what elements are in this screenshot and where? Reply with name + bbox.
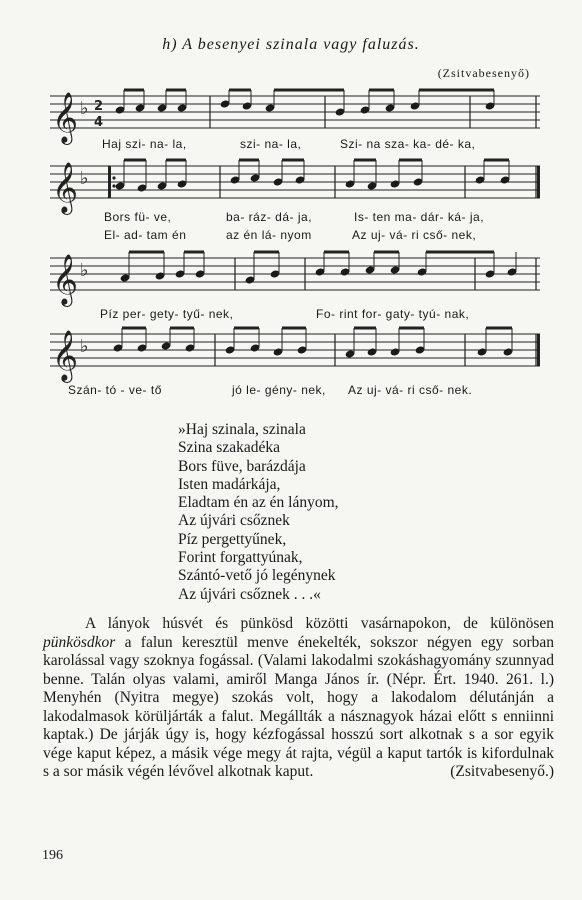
repeat-bar — [108, 166, 111, 198]
final-bar — [537, 166, 540, 198]
poem-line: Eladtam én az én lányom, — [178, 494, 339, 512]
poem-line: Isten madárkája, — [178, 475, 281, 493]
page-number: 196 — [42, 848, 63, 863]
poem-line: Az újvári csőznek . . .« — [178, 585, 321, 603]
time-signature-top: 2 — [94, 99, 104, 114]
song-title: h) A besenyei szinala vagy faluzás. — [162, 36, 420, 53]
poem-text — [178, 421, 339, 604]
poem-line: »Haj szinala, szinala — [178, 421, 306, 438]
poem-line: Píz pergettyűnek, — [178, 530, 287, 548]
poem-line: Szina szakadéka — [178, 439, 280, 457]
flat-sign-icon: ♭ — [80, 98, 89, 119]
poem-line: Az újvári csőznek — [178, 512, 290, 530]
music-staff-4 — [50, 326, 540, 388]
flat-sign-icon: ♭ — [80, 168, 89, 189]
poem-line: Bors füve, barázdája — [178, 457, 306, 475]
repeat-dot — [112, 184, 115, 187]
treble-clef-icon: 𝄞 — [52, 162, 79, 213]
music-staff-3 — [50, 250, 540, 312]
treble-clef-icon: 𝄞 — [52, 330, 79, 381]
emphasis-word: pünkösdkor — [43, 633, 116, 651]
repeat-dot — [112, 176, 115, 179]
poem-line: Forint forgattyúnak, — [178, 549, 303, 567]
poem-line: Szántó-vető jó legénynek — [178, 567, 336, 585]
treble-clef-icon: 𝄞 — [52, 254, 79, 305]
flat-sign-icon: ♭ — [80, 260, 89, 281]
treble-clef-icon: 𝄞 — [52, 92, 79, 143]
final-bar — [537, 334, 540, 366]
prose-paragraph: A lányok húsvét és pünkösd közötti vasárnapokon, de különösen pünkösdkor a falun keresztül menve énekelték, sokszor négyen egy sorban karolással vagy szoknya fogással. (Valami lakodalmi szokáshagyomány szunnyad benne. Talán olyas valami, amiről Manga János ír. (Népr. Ért. 1940. 261. l.) Menyhén (Nyitra megye) szokás volt, hogy a lakodalom délutánján a lakodalmasok körüljárták a falut. Megállták a násznagyok házai előtt s enniinni kaptak.) De járják úgy is, hogy kézfogással hosszú sort alkotnak s a sor egyik vége kaput képez, a másik vége megy át rajta, végül a kaput tartók is kifordulnak s a sor másik végén lévővel alkotnak kaput. (Zsitvabesenyő.) — [43, 615, 554, 780]
flat-sign-icon: ♭ — [80, 336, 89, 357]
prose-source: (Zsitvabesenyő.) — [450, 763, 554, 780]
song-source: (Zsitvabesenyő) — [437, 66, 530, 80]
time-signature-bottom: 4 — [94, 115, 104, 130]
